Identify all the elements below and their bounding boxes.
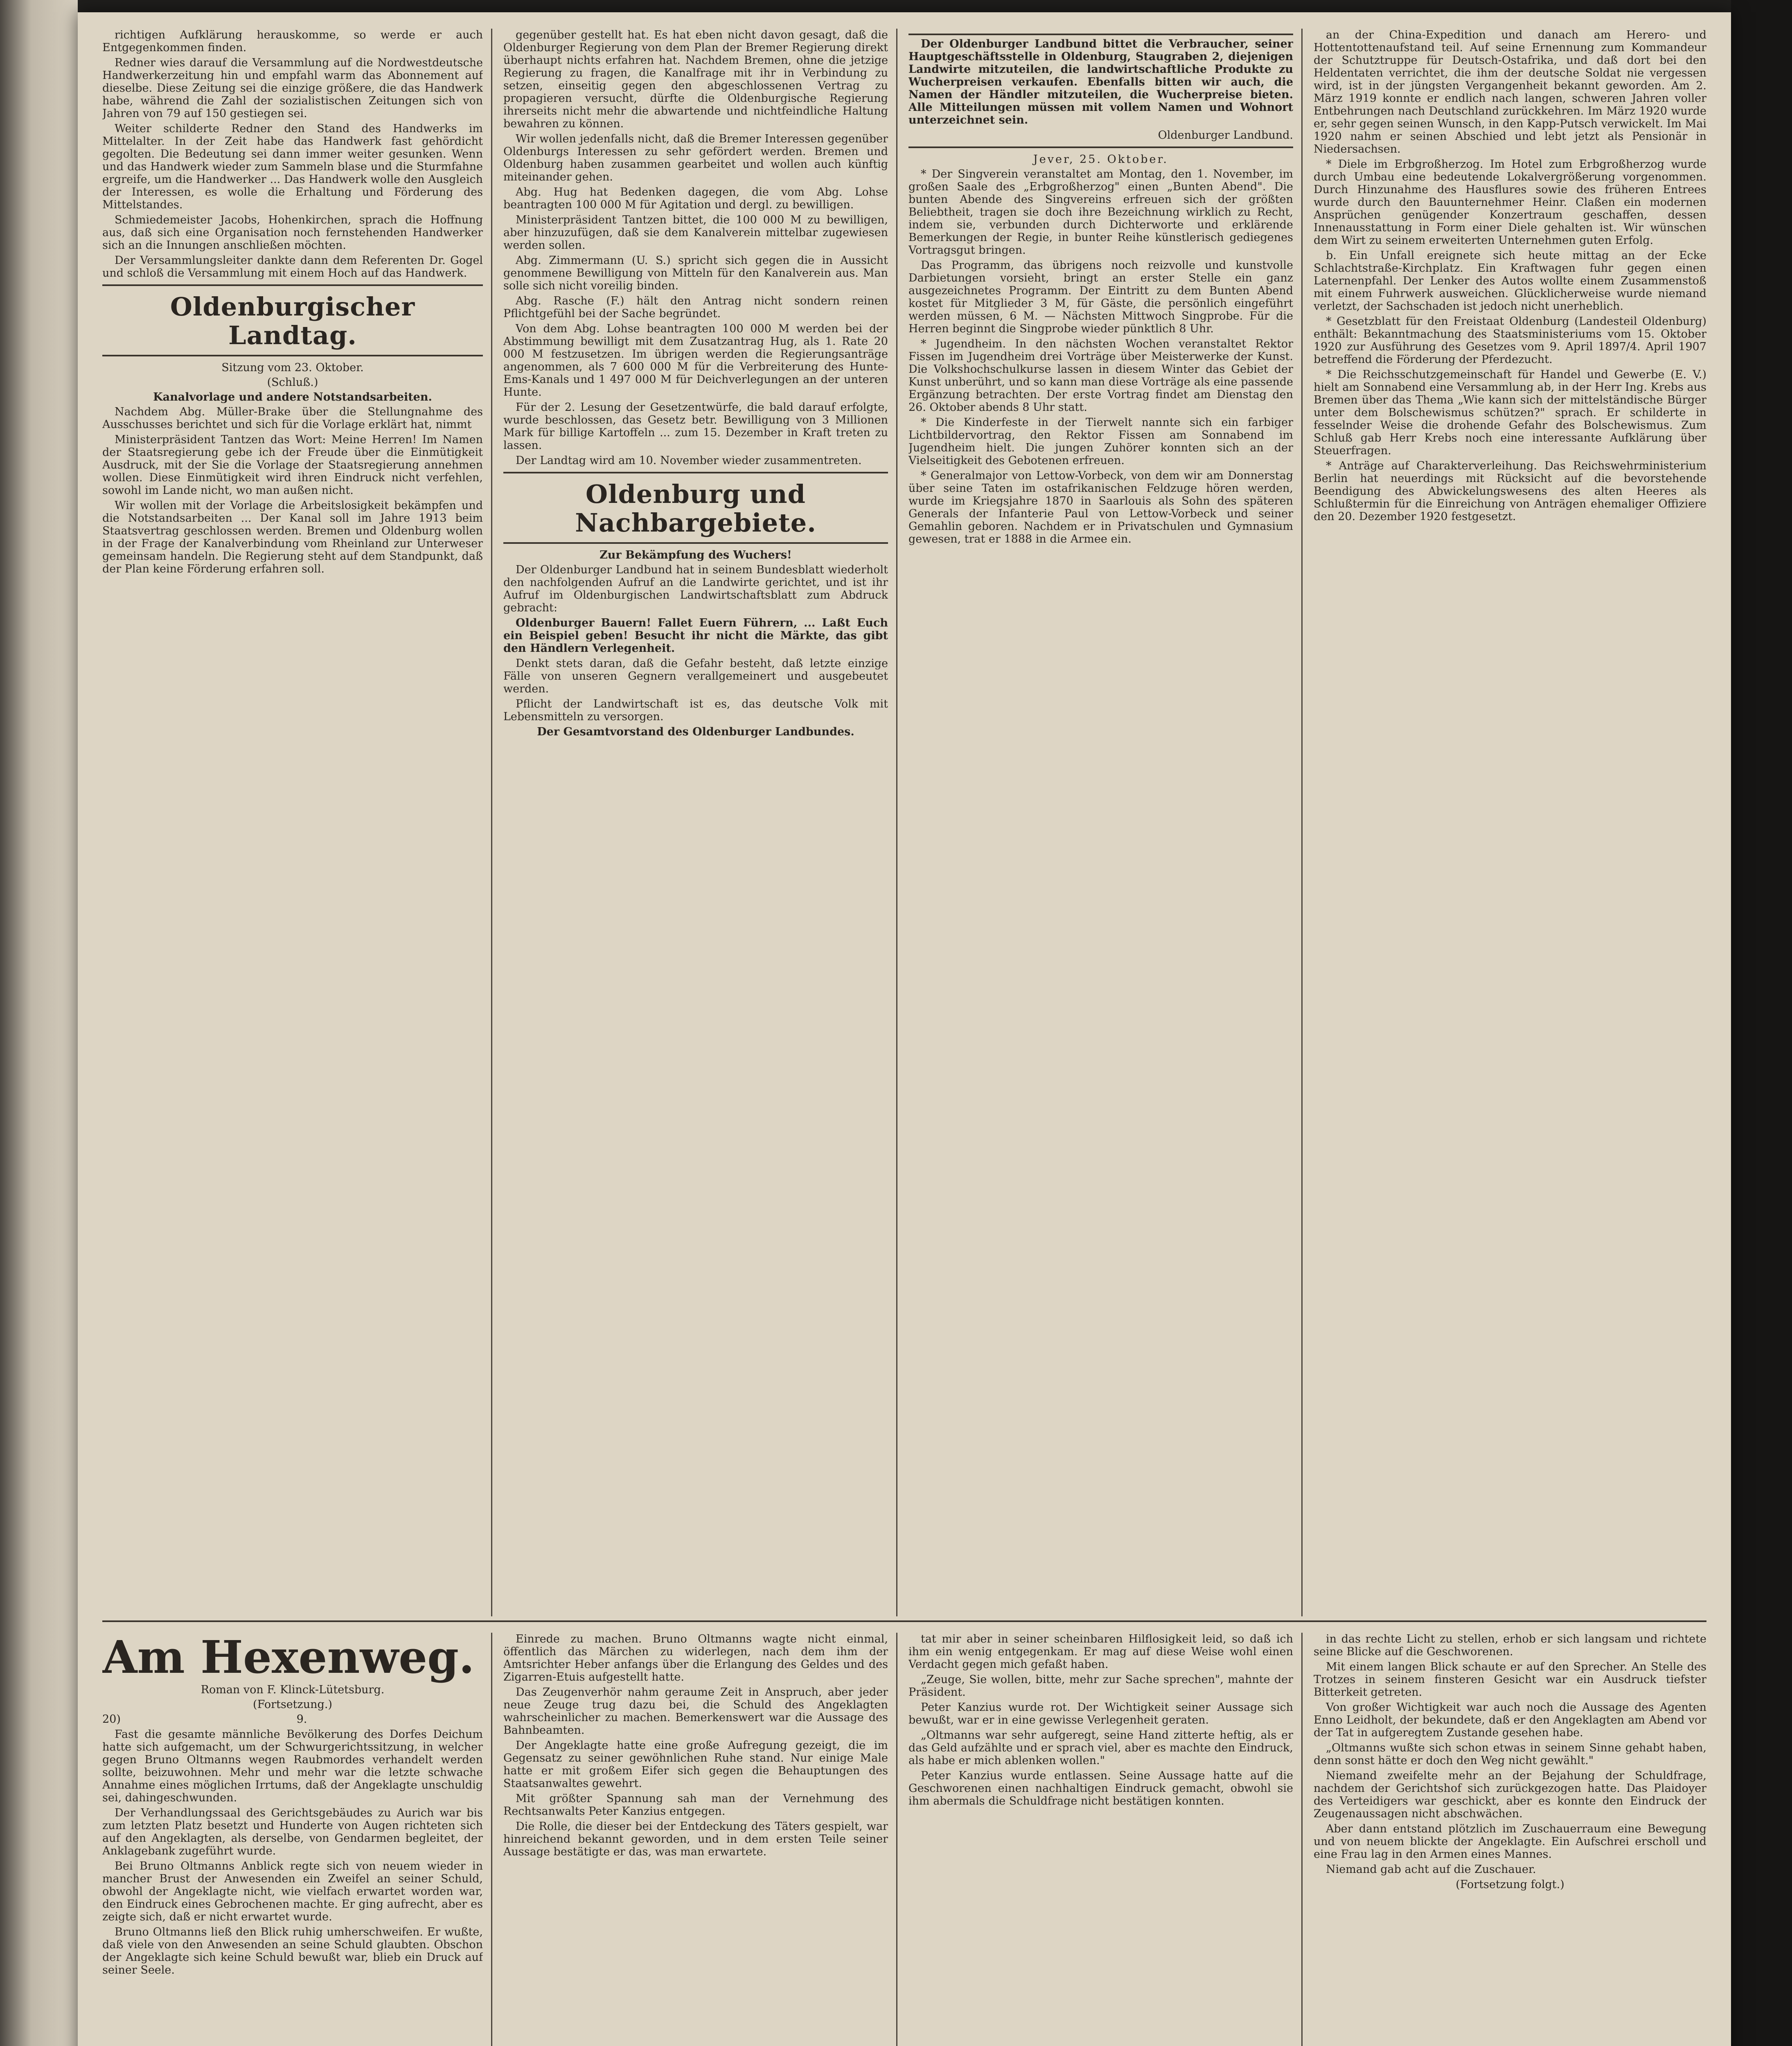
col2-paragraph: Für der 2. Lesung der Gesetzentwürfe, die bald darauf erfolgte, wurde beschlossen, das Gesetz betr. Bewilligung von 3 Millionen Mark für billige Kartoffeln ... zum 15. Dezember in Kraft treten zu lassen. bbox=[503, 401, 888, 452]
novel-paragraph: Von großer Wichtigkeit war auch noch die Aussage des Agenten Enno Leidholt, der bekundete, daß er den Angeklagten am Abend vor der Tat in aufgeregtem Zustande gesehen habe. bbox=[1314, 1701, 1706, 1739]
novel-paragraph: Peter Kanzius wurde rot. Der Wichtigkeit seiner Aussage sich bewußt, war er in eine gewisse Verlegenheit geraten. bbox=[908, 1701, 1293, 1726]
col4-paragraph: * Diele im Erbgroßherzog. Im Hotel zum Erbgroßherzog wurde durch Umbau eine bedeutende Lokalvergrößerung vorgenommen. Durch Hinzunahme des Hausflures sowie des früheren Entrees wurde durch den Bauunternehmer Heinr. Claßen ein modernen Ansprüchen genügender Konzertraum geschaffen, dessen Innenausstattung in Form einer Diele gehalten ist. Wir wünschen dem Wirt zu seinem erweiterten Unternehmen guten Erfolg. bbox=[1314, 158, 1706, 247]
newspaper-page bbox=[78, 12, 1731, 2046]
column-4 bbox=[1314, 29, 1706, 1612]
landtag-session: Sitzung vom 23. Oktober. bbox=[221, 361, 364, 374]
col3-paragraph: * Jugendheim. In den nächsten Wochen veranstaltet Rektor Fissen im Jugendheim drei Vorträge über Meisterwerke der Kunst. Die Volkshochschulkurse lassen in diesem Winter das Gebiet der Kunst unberührt, und so kann man diese Vorträge als eine passende Ergänzung betrachten. Der erste Vortrag findet am Dienstag den 26. Oktober abends 8 Uhr statt. bbox=[908, 338, 1293, 414]
novel-column-1 bbox=[102, 1633, 483, 2046]
oldenburg-signature: Der Gesamtvorstand des Oldenburger Landbundes. bbox=[537, 726, 854, 738]
col4-paragraph: b. Ein Unfall ereignete sich heute mittag an der Ecke Schlachtstraße-Kirchplatz. Ein Kraftwagen fuhr gegen einen Laternenpfahl. Der Lenker des Autos wollte einem Zusammenstoß mit einem Fuhrwerk ausweichen. Glücklicherweise wurde niemand verletzt, der Sachschaden ist jedoch nicht unerheblich. bbox=[1314, 249, 1706, 313]
novel-paragraph: Bei Bruno Oltmanns Anblick regte sich von neuem wieder in mancher Brust der Anwesenden ein Zweifel an seiner Schuld, obwohl der Angeklagte nicht, wie vielfach erwartet worden war, den Eindruck eines Gebrochenen machte. Er ging aufrecht, aber es zeigte sich, daß er nicht erwartet wurde. bbox=[102, 1860, 483, 1923]
col4-paragraph: * Anträge auf Charakterverleihung. Das Reichswehrministerium Berlin hat neuerdings mit Rücksicht auf die bevorstehende Beendigung des Abwickelungswesens des alten Heeres als Schlußtermin für die Einreichung von Anträgen ehemaliger Offiziere den 20. Dezember 1920 festgesetzt. bbox=[1314, 460, 1706, 523]
novel-paragraph: Mit größter Spannung sah man der Vernehmung des Rechtsanwalts Peter Kanzius entgegen. bbox=[503, 1792, 888, 1818]
col3-paragraph: * Generalmajor von Lettow-Vorbeck, von dem wir am Donnerstag über seine Taten im ostafrikanischen Feldzuge hören werden, wurde im Kriegsjahre 1870 in Saarlouis als Sohn des späteren Generals der Infanterie Paul von Lettow-Vorbeck und seiner Gemahlin geboren. Nachdem er in Privatschulen und Gymnasium gewesen, trat er 1888 in die Armee ein. bbox=[908, 469, 1293, 545]
novel-paragraph: Der Angeklagte hatte eine große Aufregung gezeigt, die im Gegensatz zu seiner gewöhnlichen Ruhe stand. Nur einige Male hatte er mit großem Eifer sich gegen die Behauptungen des Staatsanwaltes gewehrt. bbox=[503, 1739, 888, 1790]
oldenburg-paragraph: Der Oldenburger Landbund hat in seinem Bundesblatt wiederholt den nachfolgenden Aufruf an die Landwirte gerichtet, und ist ihr Aufruf im Oldenburgischen Landwirtschaftsblatt zum Abdruck gebracht: bbox=[503, 563, 888, 614]
col2-paragraph: Abg. Rasche (F.) hält den Antrag nicht sondern reinen Pflichtgefühl bei der Sache begründet. bbox=[503, 295, 888, 320]
feuilleton-rule bbox=[102, 1620, 1706, 1622]
novel-column-3 bbox=[908, 1633, 1293, 2046]
landtag-heading-box bbox=[102, 284, 483, 356]
novel-paragraph: Fast die gesamte männliche Bevölkerung des Dorfes Deichum hatte sich aufgemacht, um der Schwurgerichtssitzung, in welcher gegen Bruno Oltmanns wegen Raubmordes verhandelt werden sollte, beizuwohnen. Mehr und mehr war die letzte schwache Annahme eines möglichen Irrtums, daß der Angeklagte unschuldig sei, dahingeschwunden. bbox=[102, 1728, 483, 1804]
col2-paragraph: Abg. Hug hat Bedenken dagegen, die vom Abg. Lohse beantragten 100 000 M für Agitation und dergl. zu bewilligen. bbox=[503, 186, 888, 211]
column-rule-5 bbox=[896, 1633, 897, 2046]
novel-paragraph: Peter Kanzius wurde entlassen. Seine Aussage hatte auf die Geschworenen einen nachhaltigen Eindruck gemacht, obwohl sie ihm abermals die Schuldfrage nicht bestätigen konnten. bbox=[908, 1769, 1293, 1807]
oldenburg-paragraph: Oldenburger Bauern! Fallet Euern Führern, ... Laßt Euch ein Beispiel geben! Besucht ihr nicht die Märkte, das gibt den Händlern Verlegenheit. bbox=[503, 617, 888, 655]
novel-paragraph: Der Verhandlungssaal des Gerichtsgebäudes zu Aurich war bis zum letzten Platz besetzt und Hunderte von Augen richteten sich auf den Angeklagten, als derselbe, von Gendarmen begleitet, der Anklagebank zugeführt wurde. bbox=[102, 1807, 483, 1857]
oldenburg-title: Oldenburg und Nachbargebiete. bbox=[575, 479, 816, 538]
novel-paragraph: Mit einem langen Blick schaute er auf den Sprecher. An Stelle des Trotzes in seinem finsteren Gesicht war ein Ausdruck tiefster Bitterkeit getreten. bbox=[1314, 1661, 1706, 1699]
novel-byline: Roman von F. Klinck-Lütetsburg. bbox=[201, 1683, 385, 1696]
novel-title: Am Hexenweg. bbox=[102, 1633, 475, 1683]
novel-column-4 bbox=[1314, 1633, 1706, 2046]
novel-paragraph: Das Zeugenverhör nahm geraume Zeit in Anspruch, aber jeder neue Zeuge trug dazu bei, die Schuld des Angeklagten wahrscheinlicher zu machen. Bemerkenswert war die Aussage des Bahnbeamten. bbox=[503, 1686, 888, 1737]
col4-paragraph: * Die Reichsschutzgemeinschaft für Handel und Gewerbe (E. V.) hielt am Sonnabend eine Versammlung ab, in der Herr Ing. Krebs aus Bremen über das Thema „Wie kann sich der mittelständische Bürger unter dem Bolschewismus schützen?" sprach. Er schilderte in fesselnder Weise die drohende Gefahr des Bolschewismus. Zum Schluß gab Herr Krebs noch eine interessante Aufklärung über Steuerfragen. bbox=[1314, 368, 1706, 457]
novel-paragraph: Bruno Oltmanns ließ den Blick ruhig umherschweifen. Er wußte, daß viele von den Anwesenden an seine Schuld glaubten. Obschon der Angeklagte sich keine Schuld bewußt war, blieb ein Druck auf seiner Seele. bbox=[102, 1926, 483, 1976]
oldenburg-paragraph: Pflicht der Landwirtschaft ist es, das deutsche Volk mit Lebensmitteln zu versorgen. bbox=[503, 698, 888, 723]
novel-column-2 bbox=[503, 1633, 888, 2046]
novel-paragraph: Aber dann entstand plötzlich im Zuschauerraum eine Bewegung und von neuem blickte der Angeklagte. Ein Aufschrei erscholl und eine Frau lag in den Armen eines Mannes. bbox=[1314, 1823, 1706, 1861]
col1-paragraph: Weiter schilderte Redner den Stand des Handwerks im Mittelalter. In der Zeit habe das Handwerk fast gehördicht gegolten. Die Bedeutung sei dann immer weiter gesunken. Wenn und das Handwerk wieder zum Sammeln blase und die Sturmfahne ergreife, um die Handwerker ... Das Handwerk wolle den Ausgleich der Interessen, es wolle die Erhaltung und Förderung des Mittelstandes. bbox=[102, 122, 483, 211]
novel-paragraph: Die Rolle, die dieser bei der Entdeckung des Täters gespielt, war hinreichend bekannt geworden, und in dem ersten Teile seiner Aussage bestätigte er das, was man erwartete. bbox=[503, 1820, 888, 1858]
column-rule-4 bbox=[491, 1633, 492, 2046]
column-3 bbox=[908, 29, 1293, 1612]
column-rule-6 bbox=[1301, 1633, 1303, 2046]
column-rule-2 bbox=[896, 29, 897, 1616]
novel-paragraph: „Oltmanns war sehr aufgeregt, seine Hand zitterte heftig, als er das Geld aufzählte und er sprach viel, aber es machte den Eindruck, als habe er mich ablenken wollen." bbox=[908, 1729, 1293, 1767]
col2-paragraph: Abg. Zimmermann (U. S.) spricht sich gegen die in Aussicht genommene Bewilligung von Mitteln für den Kanalverein aus. Man solle sich nicht voreilig binden. bbox=[503, 254, 888, 292]
col2-paragraph: Wir wollen jedenfalls nicht, daß die Bremer Interessen gegenüber Oldenburgs Interessen zu sehr gefördert werden. Bremen und Oldenburg haben zusammen gearbeitet und wollen auch künftig miteinander gehen. bbox=[503, 133, 888, 183]
novel-chapter: 9. bbox=[296, 1713, 307, 1726]
col2-paragraph: Von dem Abg. Lohse beantragten 100 000 M werden bei der Abstimmung bewilligt mit dem Zusatzantrag Hug, als 1. Rate 20 000 M festzusetzen. Im übrigen werden die Regierungsanträge angenommen, als 7 600 000 M für die Verbreiterung des Hunte-Ems-Kanals und 1 497 000 M für Deichverlegungen an der unteren Hunte. bbox=[503, 322, 888, 399]
col3-paragraph: * Die Kinderfeste in der Tierwelt nannte sich ein farbiger Lichtbildervortrag, den Rektor Fissen am Sonnabend im Jugendheim hielt. Die jungen Zuhörer konnten sich an der Vielseitigkeit des Gebotenen erfreuen. bbox=[908, 416, 1293, 467]
landtag-topic: Kanalvorlage und andere Notstandsarbeiten. bbox=[153, 391, 432, 403]
col2-paragraph: gegenüber gestellt hat. Es hat eben nicht davon gesagt, daß die Oldenburger Regierung von dem Plan der Bremer Regierung direkt überhaupt nichts erfahren hat. Nachdem Bremen, ohne die jetzige Regierung zu fragen, die Kanalfrage mit ihr in Verbindung zu setzen, einseitig gegen den abgeschlossenen Vertrag zu propagieren versucht, dürfte die Oldenburgische Regierung ihrerseits nicht mehr die abwartende und nichtfeindliche Haltung bewahren zu können. bbox=[503, 29, 888, 130]
col2-paragraph: Ministerpräsident Tantzen bittet, die 100 000 M zu bewilligen, aber hinzuzufügen, daß sie dem Kanalverein mittelbar zugewiesen werden sollen. bbox=[503, 214, 888, 252]
novel-paragraph: Einrede zu machen. Bruno Oltmanns wagte nicht einmal, öffentlich das Märchen zu widerlegen, nach dem ihm der Amtsrichter Heber anfangs über die Erlangung des Geldes und des Zigarren-Etuis aufgestellt hatte. bbox=[503, 1633, 888, 1683]
novel-paragraph: tat mir aber in seiner scheinbaren Hilflosigkeit leid, so daß ich ihm ein wenig entgegenkam. Er mag auf diese Weise wohl einen Verdacht gegen mich gefaßt haben. bbox=[908, 1633, 1293, 1671]
col3-paragraph: Das Programm, das übrigens noch reizvolle und kunstvolle Darbietungen vorsieht, bringt an erster Stelle ein ganz ausgezeichnetes Programm. Der Eintritt zu dem Bunten Abend kostet für Mitglieder 3 M, für Gäste, die persönlich eingeführt werden müssen, 6 M. — Nächsten Mittwoch Singprobe. Für die Herren beginnt die Singprobe wieder pünktlich 8 Uhr. bbox=[908, 259, 1293, 335]
novel-paragraph: „Oltmanns wußte sich schon etwas in seinem Sinne gehabt haben, denn sonst hätte er doch den Weg nicht gewählt." bbox=[1314, 1742, 1706, 1767]
column-1 bbox=[102, 29, 483, 1612]
landbund-sign: Oldenburger Landbund. bbox=[1158, 129, 1293, 142]
col2-paragraph: Der Landtag wird am 10. November wieder zusammentreten. bbox=[516, 454, 862, 467]
novel-continuation: (Fortsetzung folgt.) bbox=[1456, 1878, 1564, 1891]
oldenburg-paragraph: Denkt stets daran, daß die Gefahr besteht, daß letzte einzige Fälle von unseren Gegnern verallgemeinert und ausgebeutet werden. bbox=[503, 657, 888, 695]
col1-paragraph: richtigen Aufklärung herauskomme, so werde er auch Entgegenkommen finden. bbox=[102, 29, 483, 54]
column-rule-3 bbox=[1301, 29, 1303, 1616]
oldenburg-heading-box bbox=[503, 472, 888, 544]
dateline: Jever, 25. Oktober. bbox=[1033, 153, 1169, 166]
novel-paragraph: in das rechte Licht zu stellen, erhob er sich langsam und richtete seine Blicke auf die Geschworenen. bbox=[1314, 1633, 1706, 1658]
novel-paragraph: Niemand gab acht auf die Zuschauer. bbox=[1326, 1863, 1536, 1876]
landtag-paragraph: Nachdem Abg. Müller-Brake über die Stellungnahme des Ausschusses berichtet und sich für die Vorlage erklärt hat, nimmt bbox=[102, 406, 483, 431]
landbund-notice: Der Oldenburger Landbund bittet die Verbraucher, seiner Hauptgeschäftsstelle in Oldenburg, Staugraben 2, diejenigen Landwirte mitzuteilen, die landwirtschaftliche Produkte zu Wucherpreisen verkaufen. Ebenfalls bitten wir auch, die Namen der Händler mitzuteilen, die Wucherpreise bieten. Alle Mitteilungen müssen mit vollem Namen und Wohnort unterzeichnet sein. bbox=[908, 38, 1293, 126]
oldenburg-topic: Zur Bekämpfung des Wuchers! bbox=[600, 549, 792, 561]
novel-number-row bbox=[102, 1713, 483, 1726]
col1-paragraph: Der Versammlungsleiter dankte dann dem Referenten Dr. Gogel und schloß die Versammlung mit einem Hoch auf das Handwerk. bbox=[102, 254, 483, 279]
column-rule-1 bbox=[491, 29, 492, 1616]
novel-sub: (Fortsetzung.) bbox=[253, 1698, 332, 1711]
col1-paragraph: Redner wies darauf die Versammlung auf die Nordwestdeutsche Handwerkerzeitung hin und empfahl warm das Abonnement auf dieselbe. Diese Zeitung sei die einzige größere, die das Handwerk habe, während die Zahl der sozialistischen Zeitungen sich von Jahren von 79 auf 150 gestiegen sei. bbox=[102, 56, 483, 120]
col1-paragraph: Schmiedemeister Jacobs, Hohenkirchen, sprach die Hoffnung aus, daß sich eine Organisation noch fernstehenden Handwerker sich an die Innungen anschließen möchten. bbox=[102, 214, 483, 252]
column-2 bbox=[503, 29, 888, 1612]
col4-paragraph: * Gesetzblatt für den Freistaat Oldenburg (Landesteil Oldenburg) enthält: Bekanntmachung des Staatsministeriums vom 15. Oktober 1920 zur Ausführung des Gesetzes vom 9. April 1897/4. April 1907 betreffend die Förderung der Pferdezucht. bbox=[1314, 315, 1706, 366]
novel-paragraph: „Zeuge, Sie wollen, bitte, mehr zur Sache sprechen", mahnte der Präsident. bbox=[908, 1673, 1293, 1699]
novel-number: 20) bbox=[102, 1713, 121, 1726]
landtag-title: Oldenburgischer Landtag. bbox=[170, 292, 415, 350]
landtag-sub: (Schluß.) bbox=[267, 376, 318, 389]
landtag-paragraph: Ministerpräsident Tantzen das Wort: Meine Herren! Im Namen der Staatsregierung gebe ich der Freude über die Einmütigkeit Ausdruck, mit der Sie die Vorlage der Staatsregierung annehmen wollen. Diese Einmütigkeit wird ihren Eindruck nicht verfehlen, sowohl im Lande nicht, wo man außen nicht. bbox=[102, 433, 483, 497]
col3-paragraph: * Der Singverein veranstaltet am Montag, den 1. November, im großen Saale des „Erbgroßherzog" einen „Bunten Abend". Die bunten Abende des Singvereins erfreuen sich der größten Beliebtheit, tragen sie doch ihre Bezeichnung wirklich zu Recht, indem sie, verbunden durch Dichterworte und erklärende Bemerkungen der Regie, in bunter Reihe künstlerisch gediegenes Vortragsgut bringen. bbox=[908, 168, 1293, 257]
landbund-notice-box bbox=[908, 34, 1293, 148]
landtag-paragraph: Wir wollen mit der Vorlage die Arbeitslosigkeit bekämpfen und die Notstandsarbeiten ... Der Kanal soll im Jahre 1913 beim Staatsvertrag geschlossen werden. Bremen und Oldenburg wollen in der Frage der Kanalverbindung vom Rheinland zur Unterweser gemeinsam handeln. Die Regierung steht auf dem Standpunkt, daß der Plan keine Förderung erfahren soll. bbox=[102, 499, 483, 575]
page-edge bbox=[1731, 0, 1792, 2046]
novel-paragraph: Niemand zweifelte mehr an der Bejahung der Schuldfrage, nachdem der Gerichtshof sich zurückgezogen hatte. Das Plaidoyer des Verteidigers war geschickt, aber es konnte den Eindruck der Zeugenaussagen nicht abschwächen. bbox=[1314, 1769, 1706, 1820]
col4-paragraph: an der China-Expedition und danach am Herero- und Hottentottenaufstand teil. Auf seine Ernennung zum Kommandeur der Schutztruppe für Deutsch-Ostafrika, und daß dort bei den Heldentaten verrichtet, die ihm der deutsche Soldat nie vergessen wird, ist in der jüngsten Vergangenheit bekannt geworden. Am 2. März 1919 konnte er endlich nach langen, schweren Jahren voller Entbehrungen nach Deutschland zurückkehren. Im März 1920 wurde er, sehr gegen seinen Wunsch, in den Kapp-Putsch verwickelt. Im Mai 1920 nahm er seinen Abschied und lebt jetzt als Pensionär in Niedersachsen. bbox=[1314, 29, 1706, 155]
book-gutter bbox=[0, 0, 78, 2046]
